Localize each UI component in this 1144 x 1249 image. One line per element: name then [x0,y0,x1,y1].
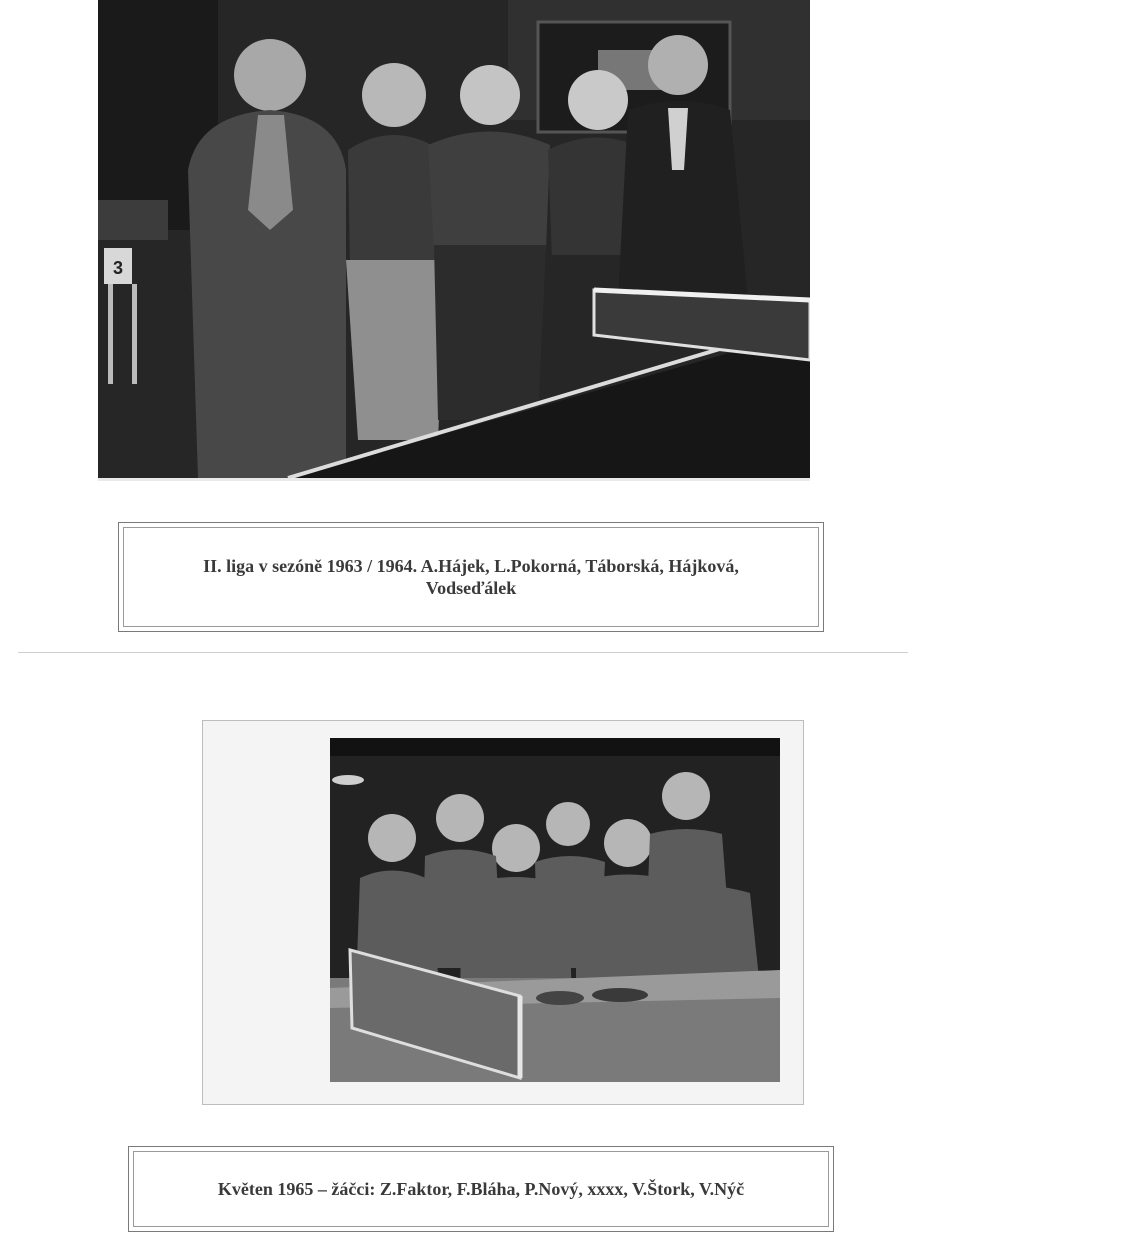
caption-1965-text: Květen 1965 – žáčci: Z.Faktor, F.Bláha, P.Nový, xxxx, V.Štork, V.Nýč [217,1178,745,1199]
caption-1963-text [181,555,761,599]
team-photo-1965-image [330,738,780,1082]
team-photo-1965 [330,738,780,1082]
team-photo-1963-image [98,0,810,478]
team-photo-1963 [98,0,810,481]
caption-1963-line1: II. liga v sezóně 1963 / 1964. A.Hájek, L.Pokorná, Táborská, Hájková, [203,556,739,576]
table-number-text: 3 [112,258,124,278]
caption-1963-line2: Vodseďálek [425,578,517,598]
caption-1963 [118,522,824,632]
caption-1965 [128,1146,834,1232]
